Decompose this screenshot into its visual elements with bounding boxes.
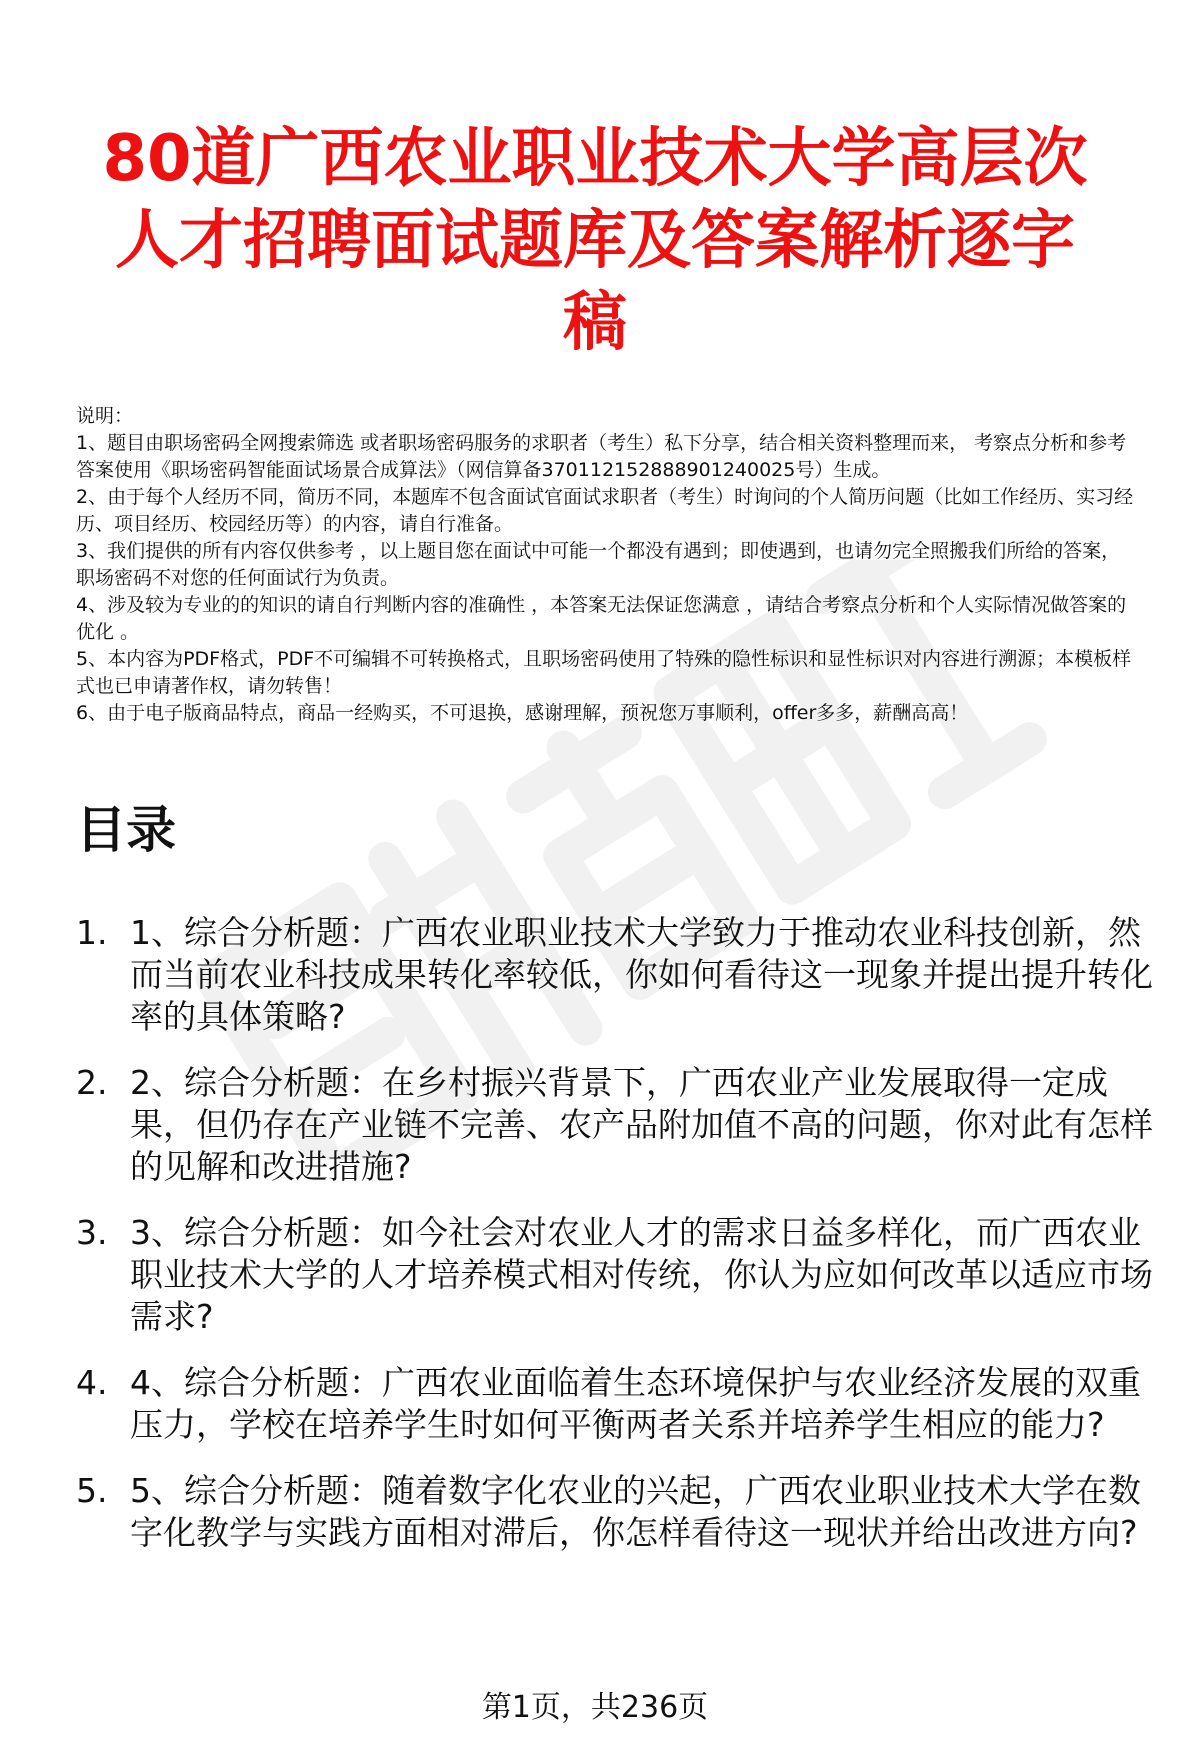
toc-item-number: 5. bbox=[76, 1471, 108, 1510]
note-item: 5、本内容为PDF格式，PDF不可编辑不可转换格式，且职场密码使用了特殊的隐性标识和显性标识对内容进行溯源；本模板样式也已申请著作权，请勿转售！ bbox=[76, 648, 1132, 697]
notes-heading: 说明： bbox=[76, 405, 134, 427]
toc-item-text: 4、综合分析题：广西农业面临着生态环境保护与农业经济发展的双重压力，学校在培养学生时如何平衡两者关系并培养学生相应的能力? bbox=[130, 1363, 1141, 1444]
toc-item-number: 4. bbox=[76, 1363, 108, 1402]
toc-item-text: 3、综合分析题：如今社会对农业人才的需求日益多样化，而广西农业职业技术大学的人才培养模式相对传统，你认为应如何改革以适应市场需求? bbox=[130, 1213, 1153, 1336]
toc-item[interactable] bbox=[76, 912, 1166, 1038]
toc-heading: 目录 bbox=[76, 801, 176, 859]
toc-item[interactable] bbox=[76, 1062, 1166, 1188]
toc-item-text: 2、综合分析题：在乡村振兴背景下，广西农业产业发展取得一定成果，但仍存在产业链不完善、农产品附加值不高的问题，你对此有怎样的见解和改进措施? bbox=[130, 1063, 1153, 1186]
toc-item[interactable] bbox=[76, 1470, 1166, 1554]
note-item: 2、由于每个人经历不同，简历不同，本题库不包含面试官面试求职者（考生）时询问的个人简历问题（比如工作经历、实习经历、项目经历、校园经历等）的内容，请自行准备。 bbox=[76, 486, 1134, 535]
document-title: 80道广西农业职业技术大学高层次人才招聘面试题库及答案解析逐字稿 bbox=[102, 122, 1088, 360]
toc-item-number: 2. bbox=[76, 1063, 108, 1102]
toc-list bbox=[76, 912, 1166, 1578]
toc-item-number: 3. bbox=[76, 1213, 108, 1252]
toc-item-text: 1、综合分析题：广西农业职业技术大学致力于推动农业科技创新，然而当前农业科技成果转化率较低，你如何看待这一现象并提出提升转化率的具体策略? bbox=[130, 913, 1153, 1036]
note-item: 4、涉及较为专业的的知识的请自行判断内容的准确性 ，本答案无法保证您满意 ，请结合考察点分析和个人实际情况做答案的优化 。 bbox=[76, 594, 1127, 643]
toc-item-number: 1. bbox=[76, 913, 108, 952]
note-item: 3、我们提供的所有内容仅供参考 ，以上题目您在面试中可能一个都没有遇到；即使遇到，也请勿完全照搬我们所给的答案，职场密码不对您的任何面试行为负责。 bbox=[76, 540, 1121, 589]
toc-item[interactable] bbox=[76, 1362, 1166, 1446]
toc-item-text: 5、综合分析题：随着数字化农业的兴起，广西农业职业技术大学在数字化教学与实践方面相对滞后，你怎样看待这一现状并给出改进方向? bbox=[130, 1471, 1141, 1552]
toc-item[interactable] bbox=[76, 1212, 1166, 1338]
notes-section bbox=[76, 403, 1136, 727]
note-item: 1、题目由职场密码全网搜索筛选 或者职场密码服务的求职者（考生）私下分享，结合相关资料整理而来， 考察点分析和参考答案使用《职场密码智能面试场景合成算法》（网信算备370112152888901240025号）生成。 bbox=[76, 432, 1127, 481]
page-number: 第1页，共236页 bbox=[481, 1690, 709, 1725]
note-item: 6、由于电子版商品特点，商品一经购买，不可退换，感谢理解，预祝您万事顺利，offer多多，薪酬高高！ bbox=[76, 702, 969, 724]
